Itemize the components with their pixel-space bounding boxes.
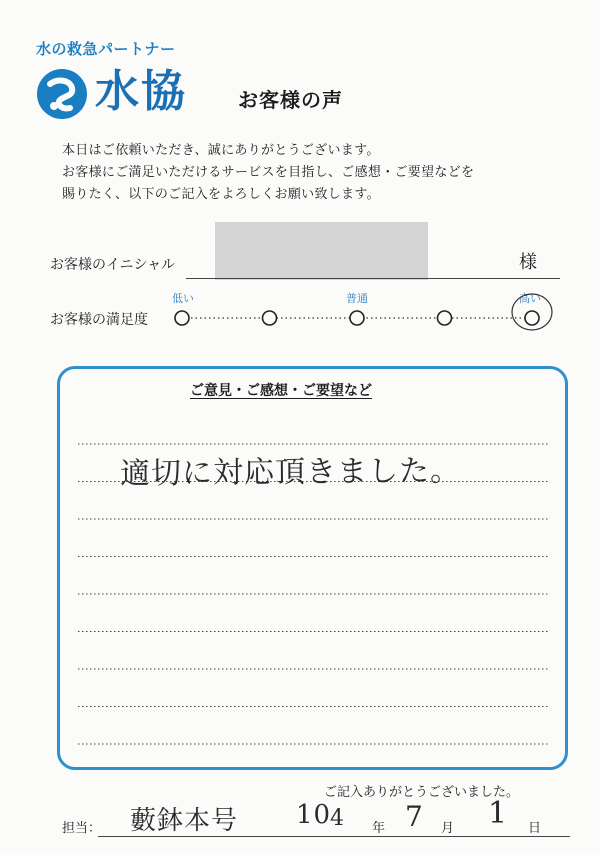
comment-box-title: ご意見・ご感想・ご要望など [190,383,372,399]
scale-point-5[interactable] [525,311,539,325]
date-day-handwritten: 1 [488,796,509,831]
satisfaction-label: お客様の満足度 [50,312,148,328]
satisfaction-scale [168,285,578,345]
date-era-handwritten: 10 [296,800,332,830]
date-month-handwritten: 7 [405,800,424,833]
day-unit: 日 [528,821,542,836]
brand-name: 水協 [95,66,187,117]
thank-you-note: ご記入ありがとうございました。 [324,785,520,800]
scale-point-1[interactable] [175,311,189,325]
initial-underline [186,278,560,279]
scale-point-2[interactable] [263,311,277,325]
staff-label: 担当： [62,821,102,836]
scale-mid-label: 普通 [346,292,368,305]
brand-tagline: 水の救急パートナー [36,40,176,58]
scale-high-label: 高い [519,292,541,305]
form-title: お客様の声 [238,88,343,112]
scale-low-label: 低い [172,292,194,305]
intro-line-3: 賜りたく、以下のご記入をよろしくお願い致します。 [62,187,380,202]
customer-initial-label: お客様のイニシャル [50,257,176,273]
staff-name-handwritten: 藪鉢本号 [130,806,239,836]
intro-line-1: 本日はご依頼いただき、誠にありがとうございます。 [62,143,380,158]
date-year-handwritten: 4 [330,806,345,831]
handwritten-comment: 適切に対応頂きました。 [119,453,462,492]
intro-line-2: お客様にご満足いただけるサービスを目指し、ご感想・ご要望などを [62,165,475,180]
year-unit: 年 [372,821,386,836]
brand-logo-icon [34,66,90,122]
scale-point-3[interactable] [350,311,364,325]
month-unit: 月 [441,821,455,836]
redacted-customer-initial [215,222,428,280]
customer-honorific: 様 [519,252,537,273]
scale-point-4[interactable] [438,311,452,325]
